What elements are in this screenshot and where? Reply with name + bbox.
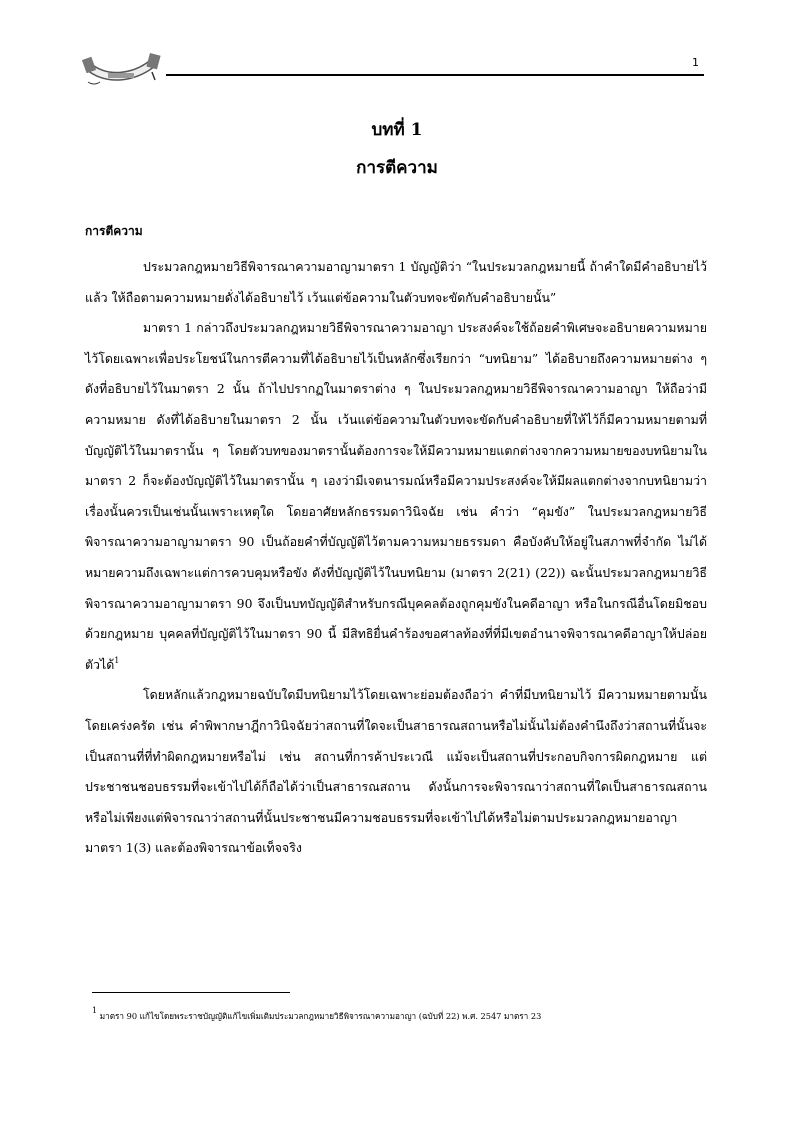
paragraph [85, 252, 707, 313]
chapter-number: บทที่ 1 [371, 120, 423, 140]
page-header [82, 52, 707, 92]
footnote-reference[interactable]: 1 [114, 655, 120, 665]
chapter-title: การตีความ [356, 158, 438, 178]
page-number: 1 [692, 56, 699, 69]
paragraph [85, 313, 707, 680]
scroll-banner-logo-icon [82, 52, 164, 88]
paragraph-text: ประมวลกฎหมายวิธีพิจารณาความอาญามาตรา 1 บัญญัติว่า “ในประมวลกฎหมายนี้ ถ้าคำใดมีคำอธิบายไว้แล้ว ให้ถือตามความหมายดั่งได้อธิบายไว้ เว้นแต่ข้อความในตัวบทจะขัดกับคำอธิบายนั้น” [85, 259, 707, 305]
footnote-marker: 1 [92, 1006, 98, 1015]
paragraph [85, 680, 707, 864]
paragraph-text: มาตรา 1 กล่าวถึงประมวลกฎหมายวิธีพิจารณาความอาญา ประสงค์จะใช้ถ้อยคำพิเศษจะอธิบายความหมายไว้โดยเฉพาะเพื่อประโยชน์ในการตีความที่ได้อธิบายไว้เป็นหลักซึ่งเรียกว่า “บทนิยาม” ได้อธิบายถึงความหมายต่าง ๆ ดังที่อธิบายไว้ในมาตรา 2 นั้น ถ้าไปปรากฏในมาตราต่าง ๆ ในประมวลกฎหมายวิธีพิจารณาความอาญา ให้ถือว่ามีความหมาย ดังที่ได้อธิบายในมาตรา 2 นั้น เว้นแต่ข้อความในตัวบทจะขัดกับคำอธิบายที่ให้ไว้ก็มีความหมายตามที่บัญญัติไว้ในมาตรานั้น ๆ โดยตัวบทของมาตรานั้นต้องการจะให้มีความหมายแตกต่างจากความหมายของบทนิยามในมาตรา 2 ก็จะต้องบัญญัติไว้ในมาตรานั้น ๆ เองว่ามีเจตนารมณ์หรือมีความประสงค์จะให้มีผลแตกต่างจากบทนิยามว่า เรื่องนั้นควรเป็นเช่นนั้นเพราะเหตุใด โดยอาศัยหลักธรรมดาวินิจฉัย เช่น คำว่า “คุมขัง” ในประมวลกฎหมายวิธีพิจารณาความอาญามาตรา 90 เป็นถ้อยคำที่บัญญัติไว้ตามความหมายธรรมดา คือบังคับให้อยู่ในสภาพที่จำกัด ไม่ได้ หมายความถึงเฉพาะแต่การควบคุมหรือขัง ดังที่บัญญัติไว้ในบทนิยาม (มาตรา 2(21) (22)) ฉะนั้นประมวลกฎหมายวิธีพิจารณาความอาญามาตรา 90 จึงเป็นบทบัญญัติสำหรับกรณีบุคคลต้องถูกคุมขังในคดีอาญา หรือในกรณีอื่นโดยมิชอบด้วยกฎหมาย บุคคลที่บัญญัติไว้ในมาตรา 90 นี้ มีสิทธิยื่นคำร้องขอศาลท้องที่ที่มีเขตอำนาจพิจารณาคดีอาญาให้ปล่อยตัวได้ [85, 320, 707, 672]
paragraph-text: โดยหลักแล้วกฎหมายฉบับใดมีบทนิยามไว้โดยเฉพาะย่อมต้องถือว่า คำที่มีบทนิยามไว้ มีความหมายตามนั้นโดยเคร่งครัด เช่น คำพิพากษาฎีกาวินิจฉัยว่าสถานที่ใดจะเป็นสาธารณสถานหรือไม่นั้นไม่ต้องคำนึงถึงว่าสถานที่นั้นจะเป็นสถานที่ที่ทำผิดกฎหมายหรือไม่ เช่น สถานที่การค้าประเวณี แม้จะเป็นสถานที่ประกอบกิจการผิดกฎหมาย แต่ประชาชนชอบธรรมที่จะเข้าไปได้ก็ถือได้ว่าเป็นสาธารณสถาน ดังนั้นการจะพิจารณาว่าสถานที่ใดเป็นสาธารณสถานหรือไม่เพียงแต่พิจารณาว่าสถานที่นั้นประชาชนมีความชอบธรรมที่จะเข้าไปได้หรือไม่ตามประมวลกฎหมายอาญามาตรา 1(3) และต้องพิจารณาข้อเท็จจริง [85, 687, 707, 856]
header-rule [166, 74, 704, 76]
footnote-separator [92, 992, 290, 993]
footnote-text: มาตรา 90 แก้ไขโดยพระราชบัญญัติแก้ไขเพิ่มเติมประมวลกฎหมายวิธีพิจารณาความอาญา (ฉบับที่ 22) พ.ศ. 2547 มาตรา 23 [99, 1011, 542, 1021]
section-heading: การตีความ [85, 224, 143, 238]
footnote [92, 1006, 712, 1023]
body-text [85, 252, 707, 864]
